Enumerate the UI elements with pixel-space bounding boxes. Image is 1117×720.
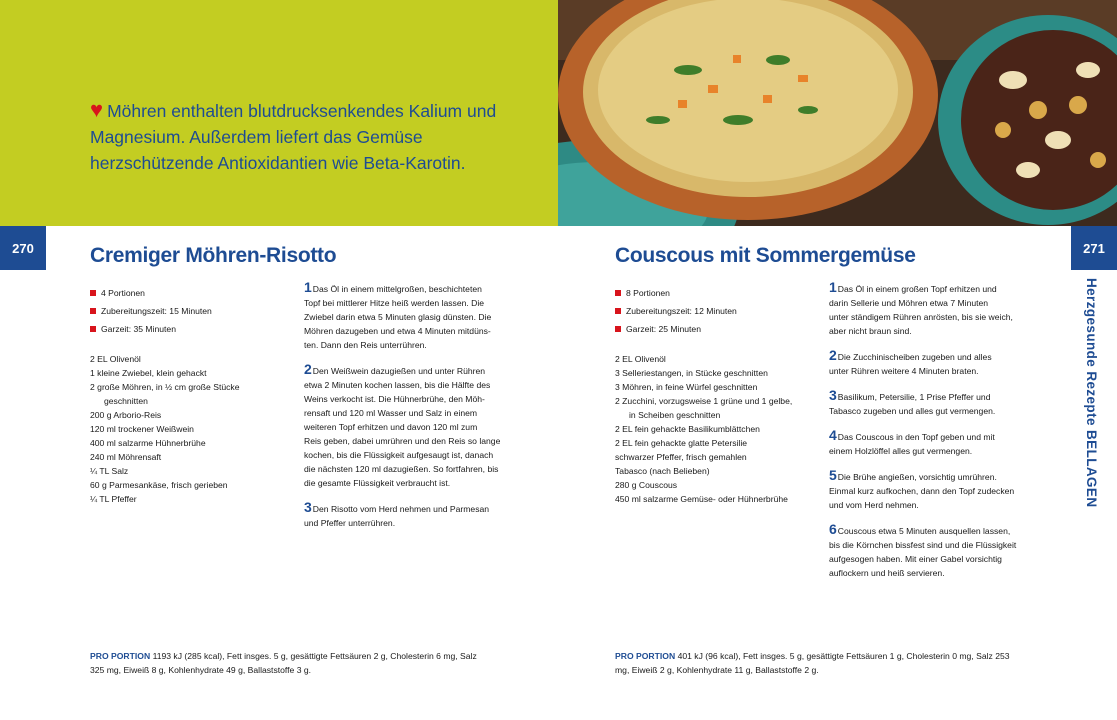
section-title-vertical: Herzgesunde Rezepte BELLAGEN [1084,278,1099,508]
step [829,347,1029,378]
step-number: 5 [829,467,837,483]
ingredient: 280 g Couscous [615,480,678,490]
step-text: Das Öl in einem großen Topf erhitzen und darin Sellerie und Möhren etwa 7 Minuten unter ständigem Rühren anrösten, bis sie weich, aber nicht braun sind. [829,284,1013,336]
steps-right [829,279,1029,592]
step-text: Das Öl in einem mittelgroßen, beschichteten Topf bei mittlerer Hitze heiß werden lassen. Die Zwiebel darin etwa 5 Minuten glasig dünsten. Die Möhren dazugeben und etwa 4 Minuten mitdüns- ten. Dann den Reis unterrühren. [304,284,492,350]
bullet-icon [90,308,96,314]
portion-text: 401 kJ (96 kcal), Fett insges. 5 g, gesättigte Fettsäuren 1 g, Cholesterin 0 mg, Salz 253 mg, Eiweiß 2 g, Kohlenhydrate 11 g, Ballaststoffe 2 g. [615,651,1010,675]
ingredient: 3 Selleriestangen, in Stücke geschnitten [615,368,768,378]
ingredients-left [90,352,290,506]
bullet-icon [615,308,621,314]
step [829,521,1029,580]
step-number: 1 [829,279,837,295]
ingredient: 1 kleine Zwiebel, klein gehackt [90,368,207,378]
ingredient: 2 EL fein gehackte glatte Petersilie [615,438,748,448]
steps-left [304,279,509,542]
step-text: Basilikum, Petersilie, 1 Prise Pfeffer und Tabasco zugeben und alles gut vermengen. [829,392,996,416]
step [304,279,509,352]
ingredient: 60 g Parmesankäse, frisch gerieben [90,480,228,490]
ingredient: 2 Zucchini, vorzugsweise 1 grüne und 1 gelbe, [615,396,793,406]
bullet-icon [615,290,621,296]
page-number-left: 270 [0,226,46,270]
ingredient: 2 EL fein gehackte Basilikumblättchen [615,424,760,434]
portion-label: PRO PORTION [90,651,151,661]
step-text: Die Brühe angießen, vorsichtig umrühren. Einmal kurz aufkochen, dann den Topf zudecken und vom Herd nehmen. [829,472,1015,510]
step-number: 6 [829,521,837,537]
bullet-icon [90,326,96,332]
ingredient: 2 große Möhren, in ½ cm große Stücke [90,382,240,392]
meta-item: Garzeit: 25 Minuten [615,320,737,338]
heart-icon: ♥ [90,97,104,122]
bullet-icon [90,290,96,296]
step-text: Die Zucchinischeiben zugeben und alles unter Rühren weitere 4 Minuten braten. [829,352,992,376]
step-text: Den Risotto vom Herd nehmen und Parmesan und Pfeffer unterrühren. [304,504,490,528]
nutrition-right [615,649,1015,677]
portion-label: PRO PORTION [615,651,676,661]
step-text: Den Weißwein dazugießen und unter Rühren etwa 2 Minuten kochen lassen, bis die Hälfte des Weins verkocht ist. Die Hühnerbrühe, den Möh- rensaft und 120 ml Wasser und Salz in einem weiteren Topf erhitzen und davon 120 ml zum Reis geben, dabei umrühren und den Reis so lange kochen, bis die Flüssigkeit aufgesaugt ist, danach die nächsten 120 ml dazugießen. So fortfahren, bis die gesamte Flüssigkeit verbraucht ist. [304,366,501,488]
ingredient: 240 ml Möhrensaft [90,452,162,462]
ingredient: ¼ TL Salz [90,466,129,476]
step [829,279,1029,338]
bullet-icon [615,326,621,332]
step [304,499,509,530]
ingredient: 400 ml salzarme Hühnerbrühe [90,438,206,448]
step-number: 4 [829,427,837,443]
step-text: Das Couscous in den Topf geben und mit einem Holzlöffel alles gut vermengen. [829,432,995,456]
ingredients-right [615,352,825,506]
ingredient: 2 EL Olivenöl [90,354,141,364]
food-photo [558,0,1117,226]
step [829,387,1029,418]
step-text: Couscous etwa 5 Minuten ausquellen lassen, bis die Körnchen bissfest sind und die Flüssigkeit aufgesogen haben. Mit einer Gabel vorsichtig auflockern und heiß servieren. [829,526,1017,578]
ingredient: ¼ TL Pfeffer [90,494,137,504]
health-tip-text: Möhren enthalten blutdrucksenkendes Kalium und Magnesium. Außerdem liefert das Gemüse herzschützende Antioxidantien wie Beta-Karotin. [90,101,497,173]
nutrition-left [90,649,490,677]
meta-item: Zubereitungszeit: 12 Minuten [615,302,737,320]
step [829,427,1029,458]
ingredient: in Scheiben geschnitten [629,410,721,420]
step-number: 3 [304,499,312,515]
ingredient: 200 g Arborio-Reis [90,410,162,420]
health-tip [90,98,530,176]
recipe-title-right: Couscous mit Sommergemüse [615,244,916,267]
meta-item: Garzeit: 35 Minuten [90,320,212,338]
ingredient: 450 ml salzarme Gemüse- oder Hühnerbrühe [615,494,788,504]
step-number: 2 [304,361,312,377]
step [829,467,1029,512]
ingredient: 2 EL Olivenöl [615,354,666,364]
step-number: 1 [304,279,312,295]
step-number: 3 [829,387,837,403]
meta-item: 8 Portionen [615,284,737,302]
ingredient: 120 ml trockener Weißwein [90,424,194,434]
ingredient: schwarzer Pfeffer, frisch gemahlen [615,452,747,462]
ingredient: Tabasco (nach Belieben) [615,466,710,476]
recipe-meta-right [615,284,737,338]
page-number-right: 271 [1071,226,1117,270]
step-number: 2 [829,347,837,363]
recipe-title-left: Cremiger Möhren-Risotto [90,244,337,267]
ingredient: geschnitten [104,396,148,406]
step [304,361,509,490]
meta-item: 4 Portionen [90,284,212,302]
recipe-meta-left [90,284,212,338]
portion-text: 1193 kJ (285 kcal), Fett insges. 5 g, gesättigte Fettsäuren 2 g, Cholesterin 6 mg, Salz 325 mg, Eiweiß 8 g, Kohlenhydrate 49 g, Ballaststoffe 3 g. [90,651,477,675]
ingredient: 3 Möhren, in feine Würfel geschnitten [615,382,758,392]
meta-item: Zubereitungszeit: 15 Minuten [90,302,212,320]
